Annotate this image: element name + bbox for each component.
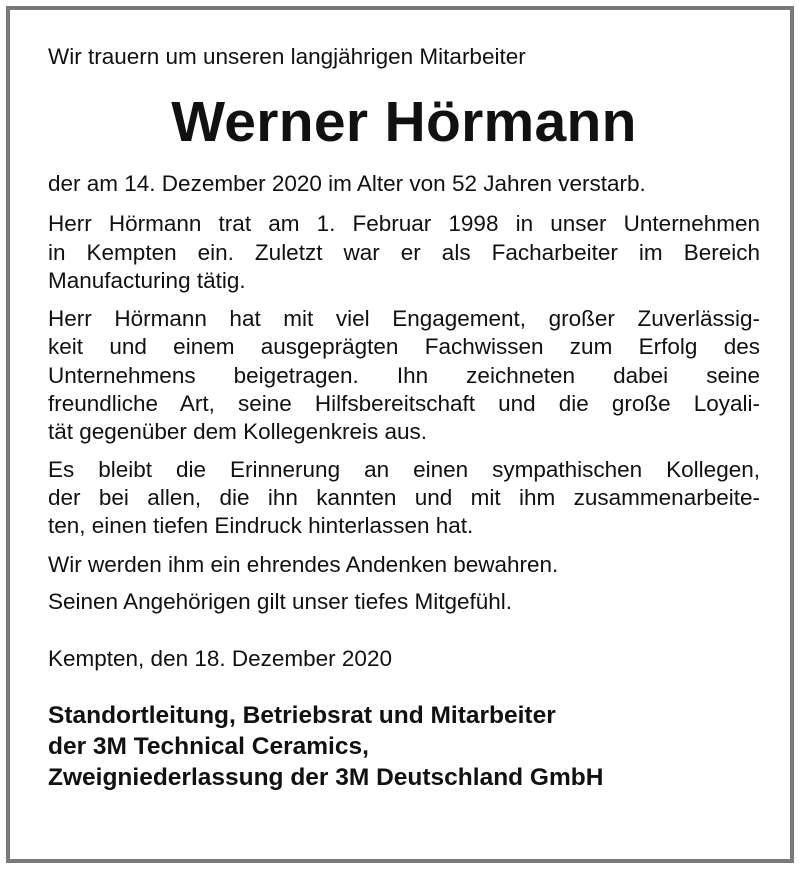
signature-line: Zweigniederlassung der 3M Deutschland GmbH bbox=[48, 764, 604, 792]
career-line: Manufacturing tätig. bbox=[48, 267, 246, 293]
memory-line: ten, einen tiefen Eindruck hinterlassen hat. bbox=[48, 513, 474, 539]
signature-line: der 3M Technical Ceramics, bbox=[48, 733, 369, 761]
career-line: Herr Hörmann trat am 1. Februar 1998 in unser Unternehmen bbox=[48, 211, 760, 237]
tribute-line: Unternehmens beigetragen. Ihn zeichneten dabei seine bbox=[48, 362, 760, 388]
tribute-line: Herr Hörmann hat mit viel Engagement, großer Zuverlässig- bbox=[48, 306, 760, 332]
signature-line: Standortleitung, Betriebsrat und Mitarbeiter bbox=[48, 702, 556, 730]
death-line: der am 14. Dezember 2020 im Alter von 52 Jahren verstarb. bbox=[48, 171, 646, 196]
obituary-content bbox=[48, 42, 760, 793]
memory-paragraph bbox=[48, 456, 760, 541]
tribute-line: freundliche Art, seine Hilfsbereitschaft und die große Loyali- bbox=[48, 391, 760, 417]
tribute-line: tät gegenüber dem Kollegenkreis aus. bbox=[48, 419, 427, 445]
memory-line: der bei allen, die ihn kannten und mit ihm zusammenarbeite- bbox=[48, 484, 760, 510]
remembrance-line: Wir werden ihm ein ehrendes Andenken bewahren. bbox=[48, 551, 559, 577]
career-line: in Kempten ein. Zuletzt war er als Facharbeiter im Bereich bbox=[48, 239, 760, 265]
condolence-line: Seinen Angehörigen gilt unser tiefes Mitgefühl. bbox=[48, 588, 513, 614]
place-date: Kempten, den 18. Dezember 2020 bbox=[48, 646, 392, 672]
tribute-paragraph bbox=[48, 305, 760, 446]
intro-text: Wir trauern um unseren langjährigen Mitarbeiter bbox=[48, 44, 526, 69]
career-paragraph bbox=[48, 210, 760, 295]
memory-line: Es bleibt die Erinnerung an einen sympathischen Kollegen, bbox=[48, 456, 760, 482]
signature-block bbox=[48, 700, 760, 793]
tribute-line: keit und einem ausgeprägten Fachwissen zum Erfolg des bbox=[48, 334, 760, 360]
obituary-frame bbox=[6, 6, 794, 863]
deceased-name: Werner Hörmann bbox=[171, 90, 637, 154]
